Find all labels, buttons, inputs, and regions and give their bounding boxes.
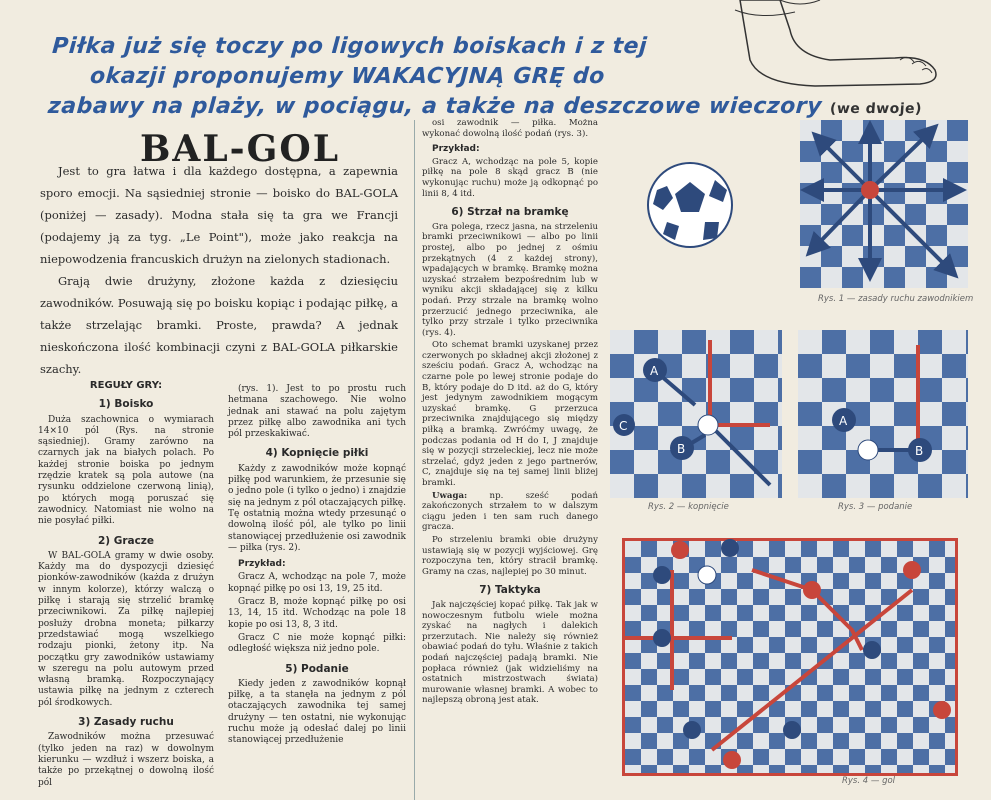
figure-2-caption: Rys. 2 — kopnięcie xyxy=(648,502,729,512)
section-6-title: 6) Strzał na bramkę xyxy=(451,206,569,219)
intro-paragraph-1: Jest to gra łatwa i dla każdego dostępna, a zapewnia sporo emocji. Na sąsiedniej stronie — boisko do BAL-GOLA (poniżej — zasady). Modna stała się ta gra we Francji (podajemy ją za tyg. „Le Point"), może jako reakcja na niepowodzenia francuskich drużyn na zielonych stadionach. xyxy=(40,164,398,266)
header-line-1: Piłka już się toczy po ligowych boiskach i z tej xyxy=(51,34,648,59)
note-text: np. sześć podań zakończonych strzałem to w dalszym ciągu jeden i ten sam ruch danego gracza. xyxy=(422,490,598,533)
figure-4-arrows xyxy=(612,530,962,780)
column-3 xyxy=(422,118,598,708)
example-pass: Gracz A, wchodząc na pole 5, kopie piłkę na pole 8 skąd gracz B (nie wykonując ruchu) może ją odkopnąć po linii 8, 4 itd. xyxy=(422,156,598,199)
svg-text:B: B xyxy=(915,444,924,458)
svg-text:B: B xyxy=(677,442,686,456)
section-5-title: 5) Podanie xyxy=(285,662,349,675)
section-3-continued: (rys. 1). Jest to po prostu ruch hetmana szachowego. Nie wolno jednak ani stawać na polu zajętym przez piłkę albo zawodnika ani tych pól przeskakiwać. xyxy=(228,384,406,440)
figure-1-caption: Rys. 1 — zasady ruchu zawodnikiem xyxy=(818,294,974,304)
example-3: Gracz C nie może kopnąć piłki: odległość większa niż jedno pole. xyxy=(228,632,406,655)
example-label: Przykład: xyxy=(238,559,286,570)
section-1-text: Duża szachownica o wymiarach 14×10 pól (Rys. na stronie sąsiedniej). Gramy zarówno na czarnych jak na białych polach. Po każdej stronie boiska po jednym rzędzie kratek są pola autowe (na rysunku oddzielone czerwoną linią), po których mogą poruszać się zawodnicy. Natomiast nie wolno na nie posyłać piłki. xyxy=(38,414,214,527)
article-title: BAL-GOL xyxy=(140,128,341,170)
svg-text:A: A xyxy=(839,414,848,428)
header-line-2: okazji proponujemy WAKACYJNĄ GRĘ do xyxy=(89,64,606,89)
example-1: Gracz A, wchodząc na pole 7, może kopnąć piłkę po osi 13, 19, 25 itd. xyxy=(228,572,406,594)
soccer-ball-icon xyxy=(645,160,735,250)
section-4-text: Każdy z zawodników może kopnąć piłkę pod warunkiem, że przesunie się o jedno pole (i tylko o jedno) i znajdzie się na jednym z pól otaczających piłkę. Tę ostatnią można wtedy przesunąć o dowolną ilość pól, ale tylko po linii stanowiącej przedłużenie osi zawodnik — piłka (rys. 2). xyxy=(228,463,406,553)
svg-text:A: A xyxy=(650,364,659,378)
figure-2-arrows xyxy=(610,330,782,498)
section-3-text: Zawodników można przesuwać (tylko jeden na raz) w dowolnym kierunku — wzdłuż i wszerz boiska, a także po przekątnej o dowolną ilość pól xyxy=(38,732,214,788)
header-banner xyxy=(47,32,983,124)
section-6-text-2: Oto schemat bramki uzyskanej przez czerwonych po składnej akcji złożonej z sześciu podań. Gracz A, wchodząc na czarne pole po lewej stronie podaje do B, który podaje do D itd. aż do G, który jest jedynym zawodnikiem mogącym uzyskać bramkę. G przerzuca przeciwnika znajdującego się między piłką a bramką. Zwróćmy uwagę, że podczas podania od H do I, J znajduje się w pozycji strzeleckiej, lecz nie może strzelać, gdyż jeden z jego partnerów, C, znajduje się na tej samej linii bliżej bramki. xyxy=(422,340,598,488)
column-1 xyxy=(38,380,214,791)
figure-3-arrows xyxy=(798,330,968,498)
section-3-title: 3) Zasady ruchu xyxy=(78,716,174,729)
header-line-3-tail: (we dwoje) xyxy=(829,101,923,117)
header-line-3: zabawy na plaży, w pociągu, a także na deszczowe wieczory xyxy=(47,94,823,119)
rules-heading: REGUŁY GRY: xyxy=(89,380,163,391)
note-text-2: Po strzeleniu bramki obie drużyny ustawiają się w pozycji wyjściowej. Grę rozpoczyna ten, który stracił bramkę. Gramy na czas, najlepiej po 30 minut. xyxy=(422,534,598,577)
section-4-title: 4) Kopnięcie piłki xyxy=(265,447,369,460)
svg-text:C: C xyxy=(619,419,628,433)
section-6-text: Gra polega, rzecz jasna, na strzeleniu bramki przeciwnikowi — albo po linii prostej, albo po jednej z ośmiu przekątnych (4 z każdej strony), wpadających w bramkę. Bramkę można uzyskać strzałem bezpośrednim lub w wyniku akcji składającej się z kilku podań. Przy strzale na bramkę wolno przerzucić jednego przeciwnika, ale tylko przy strzale i tylko przeciwnika (rys. 4). xyxy=(422,221,598,338)
figure-3-caption: Rys. 3 — podanie xyxy=(838,502,913,512)
column-divider xyxy=(414,120,415,800)
column-2 xyxy=(228,384,406,749)
example-2: Gracz B, może kopnąć piłkę po osi 13, 14, 15 itd. Wchodząc na pole 18 kopie po osi 13, 8, 3 itd. xyxy=(228,597,406,630)
note-label: Uwaga: xyxy=(432,490,468,501)
section-2-title: 2) Gracze xyxy=(97,534,155,547)
intro-text xyxy=(40,160,398,380)
section-7-title: 7) Taktyka xyxy=(479,584,541,597)
example-label-3: Przykład: xyxy=(432,144,480,155)
intro-paragraph-2: Grają dwie drużyny, złożone każda z dziesięciu zawodników. Posuwają się po boisku kopiąc i podając piłkę, a także strzelając bramki. Proste, prawda? A jednak nieskończona ilość kombinacji czyni z BAL-GOLA piłkarskie szachy. xyxy=(40,274,398,376)
section-2-text: W BAL-GOLA gramy w dwie osoby. Każdy ma do dyspozycji dziesięć pionków-zawodników (każda z drużyn w innym kolorze), którzy walczą o piłkę i starają się strzelić bramkę przeciwnikowi. Za piłkę najlepiej posłuży drobna moneta; piłkarzy przedstawiać mogą wszelkiego rodzaju pionki, żetony itp. Na początku gry zawodników ustawiamy w szeregu na polu autowym przed własną bramką. Rozpoczynający ustawia piłkę na jednym z czterech pól środkowych. xyxy=(38,550,214,708)
section-5-continued: osi zawodnik — piłka. Można wykonać dowolną ilość podań (rys. 3). xyxy=(422,118,598,139)
section-1-title: 1) Boisko xyxy=(98,398,154,411)
figure-1-arrows xyxy=(800,120,968,288)
section-5-text: Kiedy jeden z zawodników kopnął piłkę, a ta stanęła na jednym z pól otaczających zawodnika tej samej drużyny — ten ostatni, nie wykonując ruchu może ją odesłać dalej po linii stanowiącej przedłużenie xyxy=(228,678,406,746)
section-7-text: Jak najczęściej kopać piłkę. Tak jak w nowoczesnym futbolu wiele można zyskać na nagłych i dalekich przerzutach. Nie należy się również obawiać podań do tyłu. Właśnie z takich podań najczęściej padają bramki. Nie popłaca również (jak widzieliśmy na ostatnich mistrzostwach świata) murowanie własnej bramki. A wobec to najlepszą obroną jest atak. xyxy=(422,599,598,706)
figure-4-caption: Rys. 4 — gol xyxy=(842,776,896,786)
